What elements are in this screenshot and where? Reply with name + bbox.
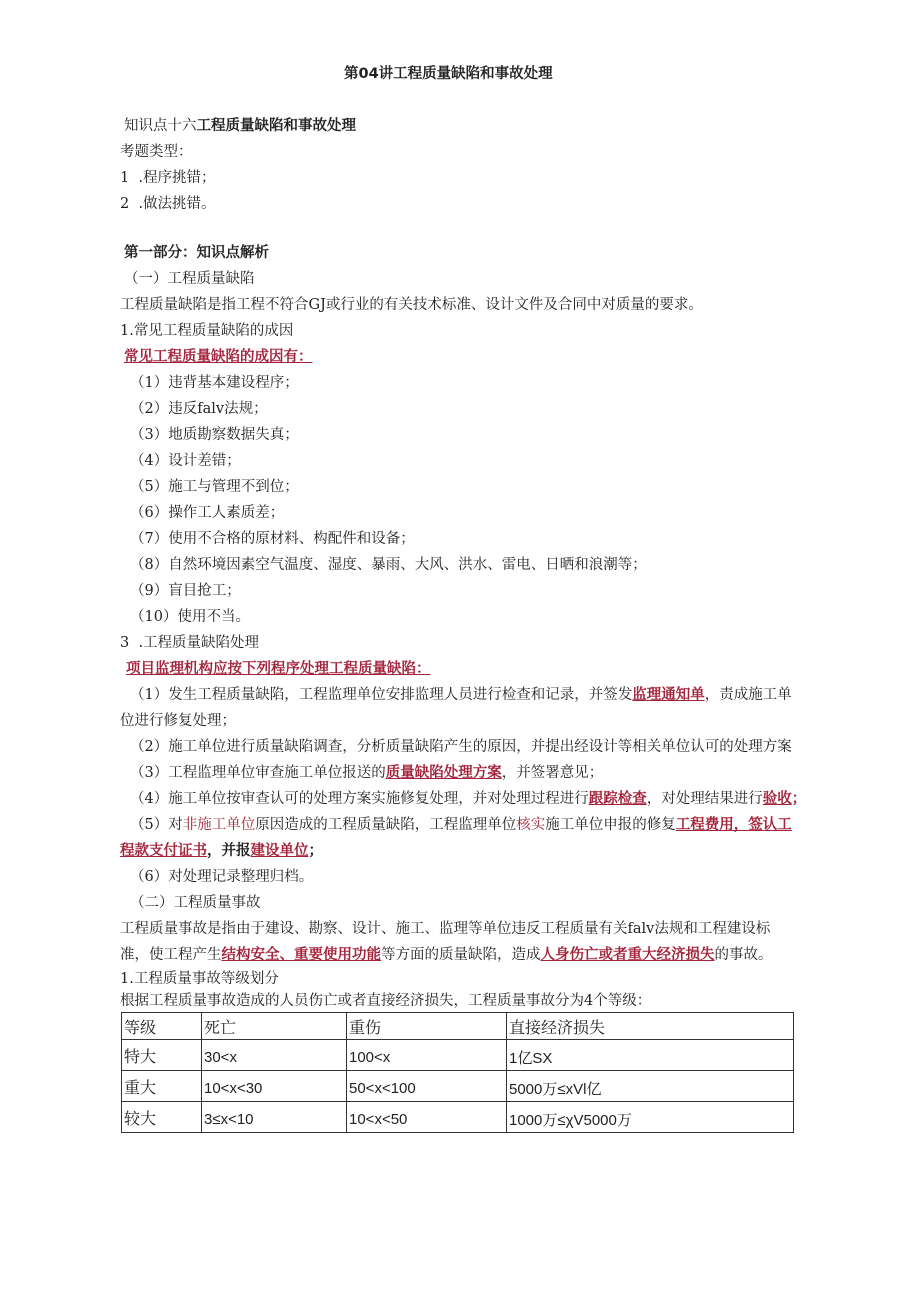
accident-definition-cont xyxy=(120,944,773,966)
table-header-row xyxy=(122,1013,794,1040)
cause-item: （4）设计差错； xyxy=(130,453,241,469)
key-term: 跟踪检查 xyxy=(588,790,647,807)
key-term: 建设单位 xyxy=(250,842,309,859)
key-term: 人身伤亡或者重大经济损失 xyxy=(540,946,715,963)
knowledge-point-heading xyxy=(124,115,356,137)
handling-step-1-cont: 位进行修复处理； xyxy=(120,713,236,729)
step-text: （3）工程监理单位审查施工单位报送的 xyxy=(130,765,386,781)
highlight-term: 非施工单位 xyxy=(182,817,256,833)
handling-step-6: （6）对处理记录整理归档。 xyxy=(130,869,314,885)
table-header-cell: 等级 xyxy=(122,1013,202,1040)
part-heading: 第一部分：知识点解析 xyxy=(124,245,269,261)
section-heading: （一）工程质量缺陷 xyxy=(124,271,255,287)
handling-step-5-cont xyxy=(120,840,323,862)
key-term: 程款支付证书 xyxy=(120,842,207,859)
table-cell: 100<x xyxy=(347,1040,507,1071)
key-term: 工程费用，签认工 xyxy=(675,816,792,833)
step-text: 施工单位申报的修复 xyxy=(545,817,676,833)
table-cell: 重大 xyxy=(122,1071,202,1102)
step-text: ，责成施工单 xyxy=(704,687,792,703)
exam-type-item: 2 .做法挑错。 xyxy=(120,196,216,212)
table-header-cell: 死亡 xyxy=(202,1013,347,1040)
cause-item: （10）使用不当。 xyxy=(130,609,250,625)
key-term: 质量缺陷处理方案 xyxy=(385,764,502,781)
step-text: ； xyxy=(791,790,807,807)
exam-types-label: 考题类型： xyxy=(120,144,193,160)
step-text: ，对处理结果进行 xyxy=(646,791,763,807)
cause-item: （8）自然环境因素空气温度、湿度、暴雨、大风、洪水、雷电、日晒和浪潮等； xyxy=(130,557,647,573)
cause-item: （5）施工与管理不到位； xyxy=(130,479,299,495)
step-text: ，并报 xyxy=(207,842,251,859)
subsection-heading: 3 .工程质量缺陷处理 xyxy=(120,635,260,651)
table-cell: 较大 xyxy=(122,1102,202,1133)
table-row xyxy=(122,1040,794,1071)
table-cell: 50<x<100 xyxy=(347,1071,507,1102)
cause-item: （6）操作工人素质差； xyxy=(130,505,285,521)
step-text: （1）发生工程质量缺陷，工程监理单位安排监理人员进行检查和记录，并签发 xyxy=(130,687,633,703)
table-header-cell: 直接经济损失 xyxy=(507,1013,794,1040)
table-cell: 1000万≤χV5000万 xyxy=(507,1102,794,1133)
table-cell: 3≤x<10 xyxy=(202,1102,347,1133)
accident-definition: 工程质量事故是指由于建设、勘察、设计、施工、监理等单位违反工程质量有关falv法规和工程建设标 xyxy=(120,921,771,937)
accident-grade-table xyxy=(121,1012,794,1133)
page-title: 第04讲工程质量缺陷和事故处理 xyxy=(344,66,553,82)
handling-step-2: （2）施工单位进行质量缺陷调查，分析质量缺陷产生的原因，并提出经设计等相关单位认可的处理方案 xyxy=(130,739,792,755)
handling-step-3 xyxy=(130,762,603,784)
section-heading: （二）工程质量事故 xyxy=(130,895,261,911)
step-text: 原因造成的工程质量缺陷，工程监理单位 xyxy=(255,817,517,833)
knowledge-point-title: 工程质量缺陷和事故处理 xyxy=(196,118,356,134)
step-text: ； xyxy=(308,842,323,859)
definition-text: 工程质量缺陷是指工程不符合GJ或行业的有关技术标准、设计文件及合同中对质量的要求。 xyxy=(120,297,703,313)
definition-text: 等方面的质量缺陷，造成 xyxy=(381,947,541,963)
table-cell: 特大 xyxy=(122,1040,202,1071)
table-cell: 10<x<50 xyxy=(347,1102,507,1133)
table-cell: 30<x xyxy=(202,1040,347,1071)
handling-intro: 项目监理机构应按下列程序处理工程质量缺陷： xyxy=(126,660,431,677)
definition-text: 准，使工程产生 xyxy=(120,947,222,963)
definition-text: 的事故。 xyxy=(714,947,773,963)
table-cell: 1亿SX xyxy=(507,1040,794,1071)
handling-step-1 xyxy=(130,684,792,706)
knowledge-point-prefix: 知识点十六 xyxy=(124,118,197,134)
step-text: ，并签署意见； xyxy=(501,765,604,781)
table-row xyxy=(122,1071,794,1102)
exam-type-item: 1 .程序挑错； xyxy=(120,170,216,186)
table-header-cell: 重伤 xyxy=(347,1013,507,1040)
cause-item: （1）违背基本建设程序； xyxy=(130,375,299,391)
cause-item: （3）地质勘察数据失真； xyxy=(130,427,299,443)
cause-item: （7）使用不合格的原材料、构配件和设备； xyxy=(130,531,415,547)
step-text: （4）施工单位按审查认可的处理方案实施修复处理，并对处理过程进行 xyxy=(130,791,589,807)
grade-intro: 根据工程质量事故造成的人员伤亡或者直接经济损失，工程质量事故分为4个等级： xyxy=(120,993,652,1009)
causes-intro: 常见工程质量缺陷的成因有： xyxy=(124,348,313,365)
highlight-term: 核实 xyxy=(516,817,546,833)
handling-step-4 xyxy=(130,788,806,810)
cause-item: （9）盲目抢工； xyxy=(130,583,241,599)
step-text: （5）对 xyxy=(130,817,183,833)
handling-step-5 xyxy=(130,814,792,836)
table-cell: 10<x<30 xyxy=(202,1071,347,1102)
key-term: 验收 xyxy=(762,790,792,807)
table-row xyxy=(122,1102,794,1133)
key-term: 监理通知单 xyxy=(632,686,705,703)
table-cell: 5000万≤xVl亿 xyxy=(507,1071,794,1102)
subsection-heading: 1.工程质量事故等级划分 xyxy=(120,971,279,987)
subsection-heading: 1.常见工程质量缺陷的成因 xyxy=(120,323,294,339)
cause-item: （2）违反falv法规； xyxy=(130,401,268,417)
key-term: 结构安全、重要使用功能 xyxy=(221,946,381,963)
